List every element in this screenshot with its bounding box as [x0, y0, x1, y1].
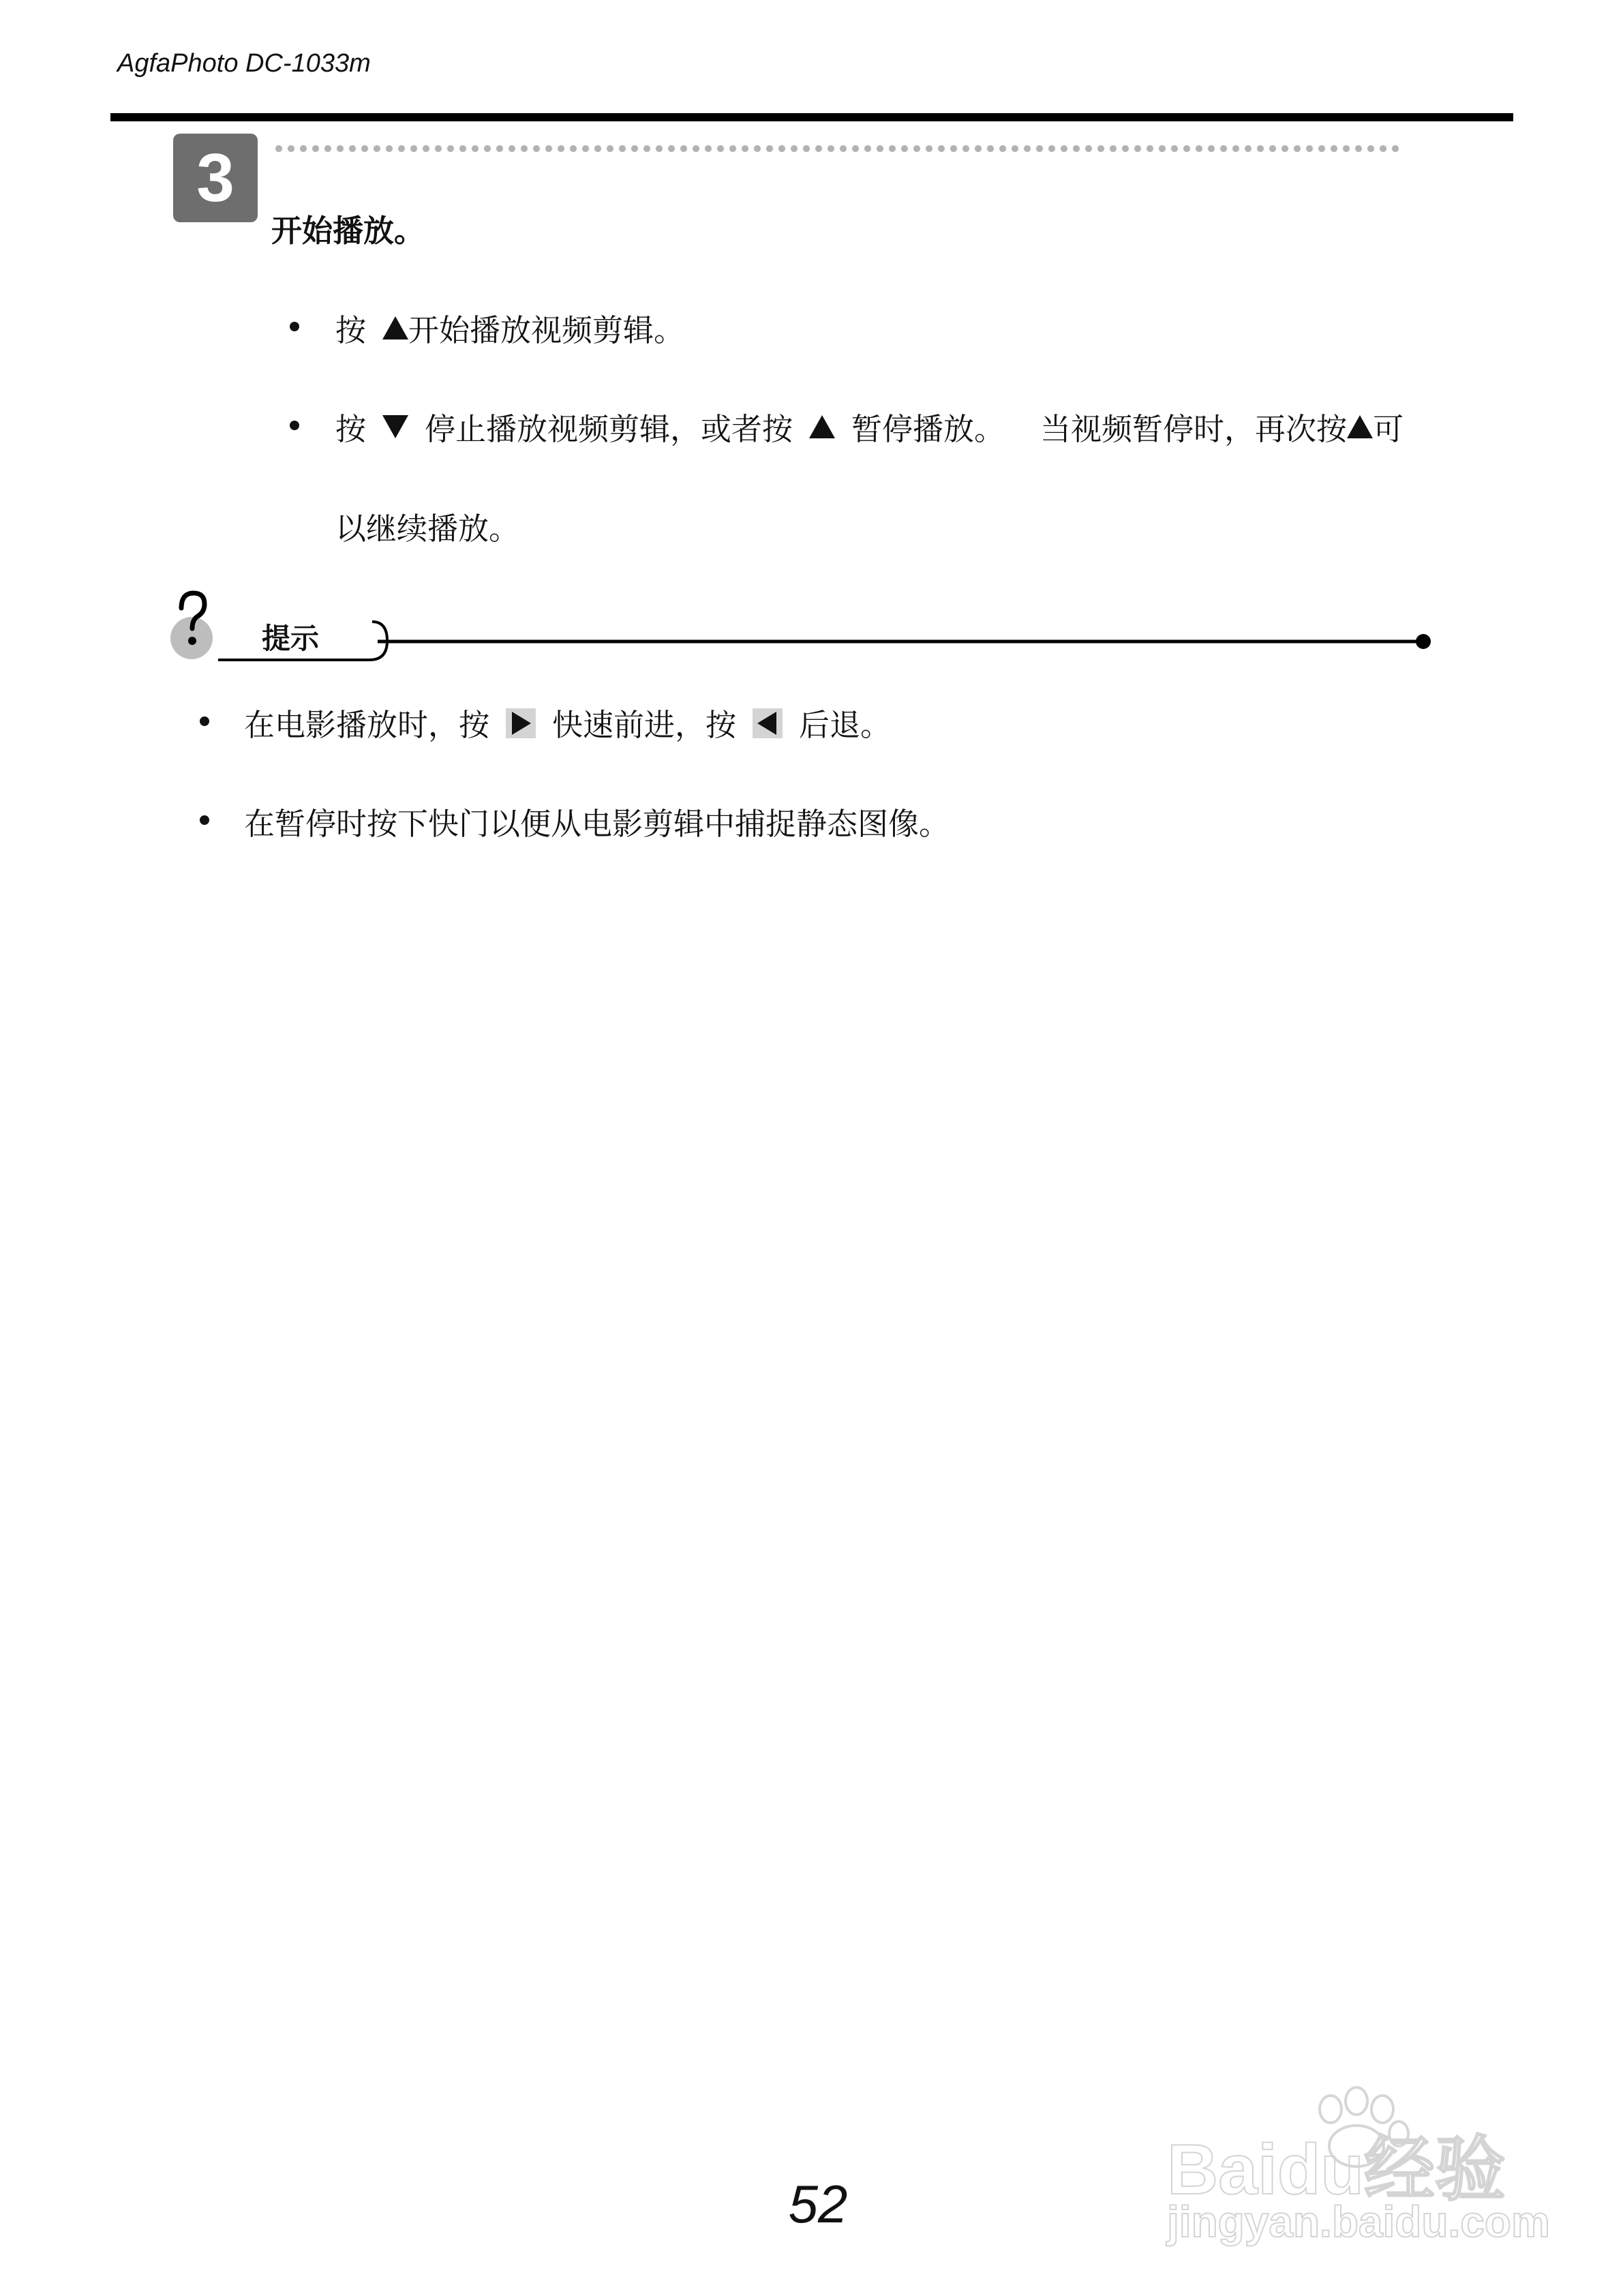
model-header: AgfaPhoto DC-1033m [117, 49, 371, 78]
bullet-dot [290, 421, 299, 430]
page-number: 52 [788, 2174, 848, 2234]
triangle-up-icon [382, 316, 408, 339]
step-item-2-mid1: 停止播放视频剪辑，或者按 [425, 411, 793, 447]
step-item-1-pre: 按 [335, 312, 367, 348]
step-item-2-mid2: 暂停播放。 [851, 411, 1005, 447]
step-title: 开始播放。 [271, 213, 425, 249]
step-item-2 [335, 404, 1404, 449]
bullet-dot [200, 815, 209, 825]
bullet-dot [290, 322, 299, 331]
watermark-brand: Baidu经验 [1167, 2128, 1506, 2211]
header-rule [110, 113, 1513, 121]
triangle-right-icon [512, 712, 531, 735]
tip-item-2: 在暂停时按下快门以便从电影剪辑中捕捉静态图像。 [244, 806, 950, 842]
tip-label: 提示 [262, 622, 320, 655]
question-mark-icon [169, 586, 214, 661]
step-item-2-post: 可 [1373, 411, 1404, 447]
watermark-url: jingyan.baidu.com [1167, 2197, 1550, 2246]
key-left-button [753, 708, 783, 738]
step-item-1 [335, 305, 684, 350]
tip-item-1 [244, 700, 891, 744]
step-item-1-post: 开始播放视频剪辑。 [408, 312, 685, 348]
step-number-badge: 3 [173, 134, 258, 222]
tip-item-1-c: 后退。 [799, 707, 892, 743]
bullet-dot [200, 716, 209, 726]
tip-divider [217, 614, 1441, 668]
step-item-2-continuation: 以继续播放。 [335, 511, 520, 547]
triangle-up-icon [809, 415, 835, 438]
step-item-2-pre: 按 [335, 411, 367, 447]
tip-item-1-a: 在电影播放时，按 [244, 707, 490, 743]
dotted-divider [273, 145, 1404, 153]
triangle-left-icon [757, 712, 776, 735]
triangle-down-icon [382, 415, 408, 438]
step-item-2-mid3: 当视频暂停时，再次按 [1040, 411, 1348, 447]
triangle-up-icon [1347, 415, 1373, 438]
tip-item-1-b: 快速前进，按 [552, 707, 737, 743]
key-right-button [506, 708, 536, 738]
